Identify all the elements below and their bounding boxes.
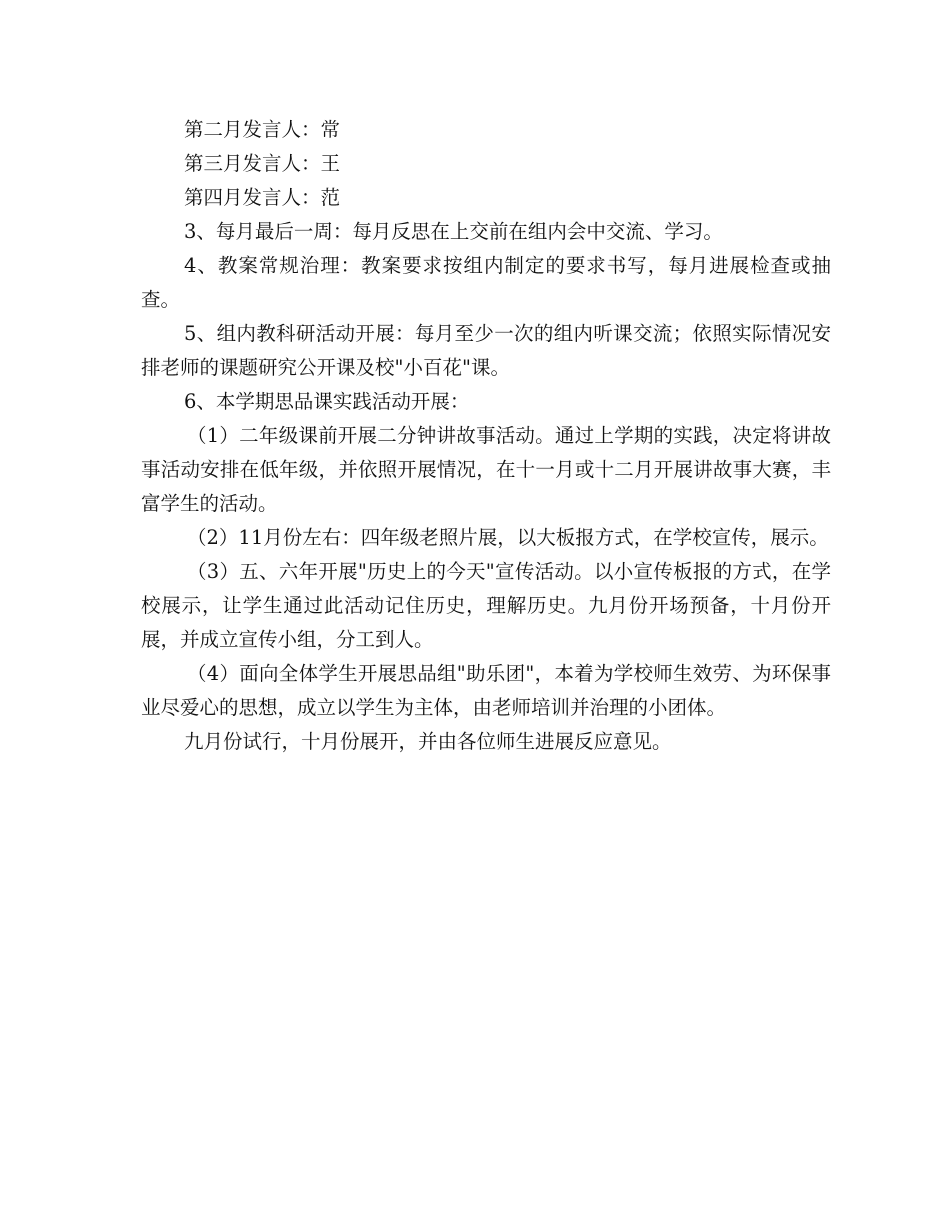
item-5-paragraph: 5、组内教科研活动开展：每月至少一次的组内听课交流；依照实际情况安排老师的课题研究公开课及校"小百花"课。	[141, 322, 831, 379]
speaker-line-month-3: 第三月发言人：王	[184, 152, 341, 175]
item-6-paragraph: 6、本学期思品课实践活动开展：	[184, 390, 470, 413]
item-3-paragraph: 3、每月最后一周：每月反思在上交前在组内会中交流、学习。	[184, 220, 723, 243]
item-4-paragraph: 4、教案常规治理：教案要求按组内制定的要求书写，每月进展检查或抽查。	[141, 254, 831, 311]
subitem-1-paragraph: （1）二年级课前开展二分钟讲故事活动。通过上学期的实践，决定将讲故事活动安排在低年级，并依照开展情况，在十一月或十二月开展讲故事大赛，丰富学生的活动。	[141, 424, 831, 515]
closing-paragraph: 九月份试行，十月份展开，并由各位师生进展反应意见。	[184, 730, 672, 753]
subitem-3-paragraph: （3）五、六年开展"历史上的今天"宣传活动。以小宣传板报的方式，在学校展示，让学生通过此活动记住历史，理解历史。九月份开场预备，十月份开展，并成立宣传小组，分工到人。	[141, 560, 831, 651]
speaker-line-month-2: 第二月发言人：常	[184, 118, 341, 141]
subitem-4-paragraph: （4）面向全体学生开展思品组"助乐团"，本着为学校师生效劳、为环保事业尽爱心的思想，成立以学生为主体，由老师培训并治理的小团体。	[141, 662, 831, 719]
document-body	[141, 113, 831, 759]
subitem-2-paragraph: （2）11月份左右：四年级老照片展，以大板报方式，在学校宣传，展示。	[187, 526, 829, 549]
speaker-line-month-4: 第四月发言人：范	[184, 186, 341, 209]
